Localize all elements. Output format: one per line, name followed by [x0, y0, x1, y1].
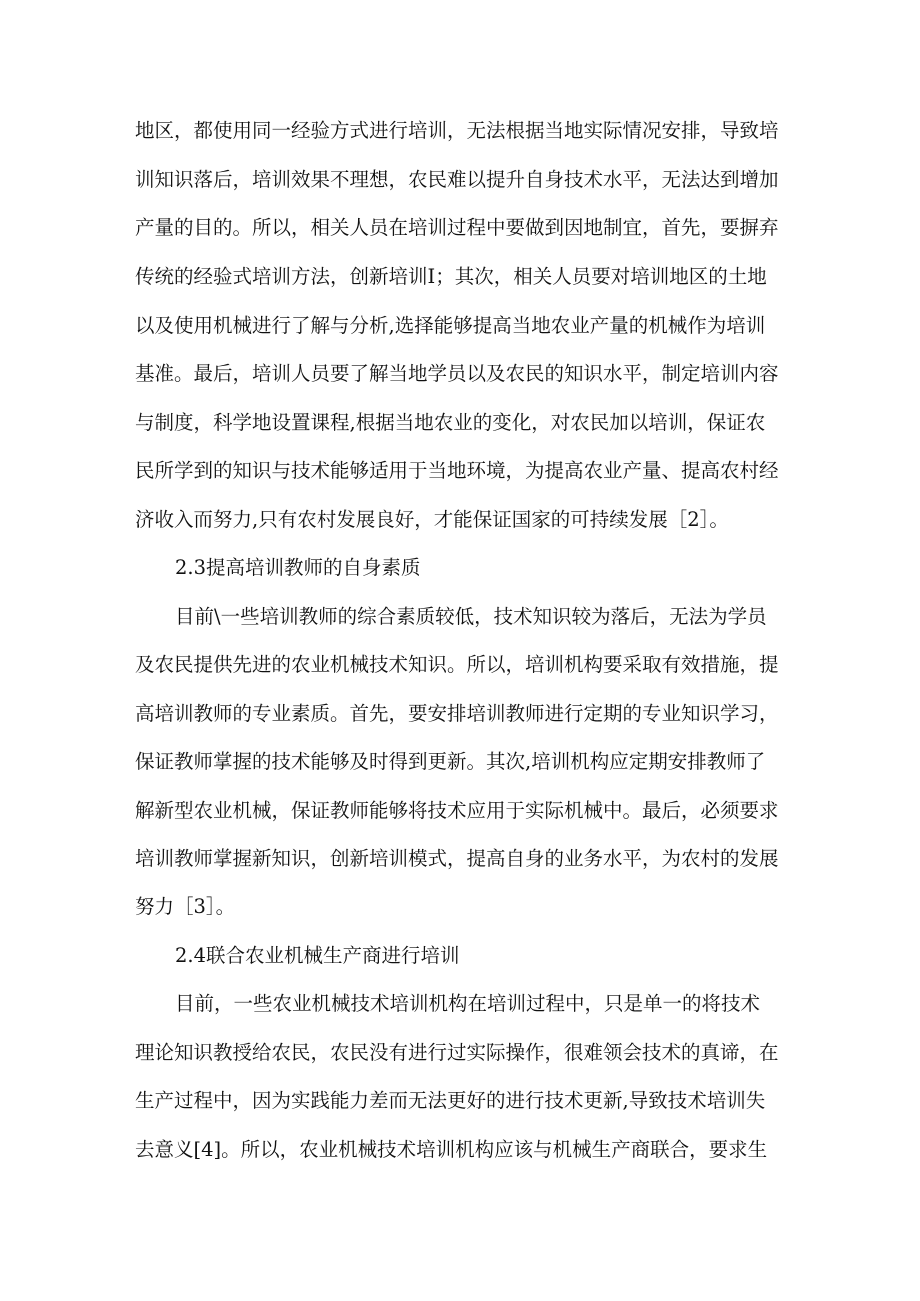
paragraph-line: 目前，一些农业机械技术培训机构在培训过程中，只是单一的将技术	[175, 992, 761, 1015]
paragraph-line: 保证教师掌握的技术能够及时得到更新。其次,培训机构应定期安排教师了	[135, 750, 766, 773]
paragraph-line: 培训教师掌握新知识，创新培训模式，提高自身的业务水平，为农村的发展	[135, 847, 779, 870]
paragraph-line: 目前\一些培训教师的综合素质较低，技术知识较为落后，无法为学员	[175, 605, 767, 628]
paragraph-line: 与制度，科学地设置课程,根据当地农业的变化，对农民加以培训，保证农	[135, 411, 766, 434]
paragraph-line: 努力［3］。	[135, 895, 236, 918]
section-heading-2-4: 2.4联合农业机械生产商进行培训	[175, 944, 460, 967]
paragraph-line: 解新型农业机械，保证教师能够将技术应用于实际机械中。最后，必须要求	[135, 799, 779, 822]
paragraph-line: 高培训教师的专业素质。首先，要安排培训教师进行定期的专业知识学习，	[135, 702, 779, 725]
paragraph-line: 以及使用机械进行了解与分析,选择能够提高当地农业产量的机械作为培训	[135, 314, 766, 337]
paragraph-line: 训知识落后，培训效果不理想，农民难以提升自身技术水平，无法达到增加	[135, 168, 779, 191]
paragraph-line: 济收入而努力,只有农村发展良好，才能保证国家的可持续发展［2］。	[135, 508, 729, 531]
paragraph-line: 及农民提供先进的农业机械技术知识。所以，培训机构要采取有效措施，提	[135, 653, 779, 676]
paragraph-line: 地区，都使用同一经验方式进行培训，无法根据当地实际情况安排，导致培	[135, 119, 779, 142]
paragraph-line: 传统的经验式培训方法，创新培训I；其次，相关人员要对培训地区的土地	[135, 265, 767, 288]
section-heading-2-3: 2.3提高培训教师的自身素质	[175, 556, 421, 579]
paragraph-line: 去意义[4]。所以，农业机械技术培训机构应该与机械生产商联合，要求生	[135, 1138, 768, 1161]
paragraph-line: 民所学到的知识与技术能够适用于当地环境，为提高农业产量、提高农村经	[135, 459, 779, 482]
paragraph-line: 理论知识教授给农民，农民没有进行过实际操作，很难领会技术的真谛，在	[135, 1041, 779, 1064]
paragraph-line: 生产过程中，因为实践能力差而无法更好的进行技术更新,导致技术培训失	[135, 1089, 766, 1112]
paragraph-line: 产量的目的。所以，相关人员在培训过程中要做到因地制宜，首先，要摒弃	[135, 216, 779, 239]
paragraph-line: 基准。最后，培训人员要了解当地学员以及农民的知识水平，制定培训内容	[135, 362, 779, 385]
